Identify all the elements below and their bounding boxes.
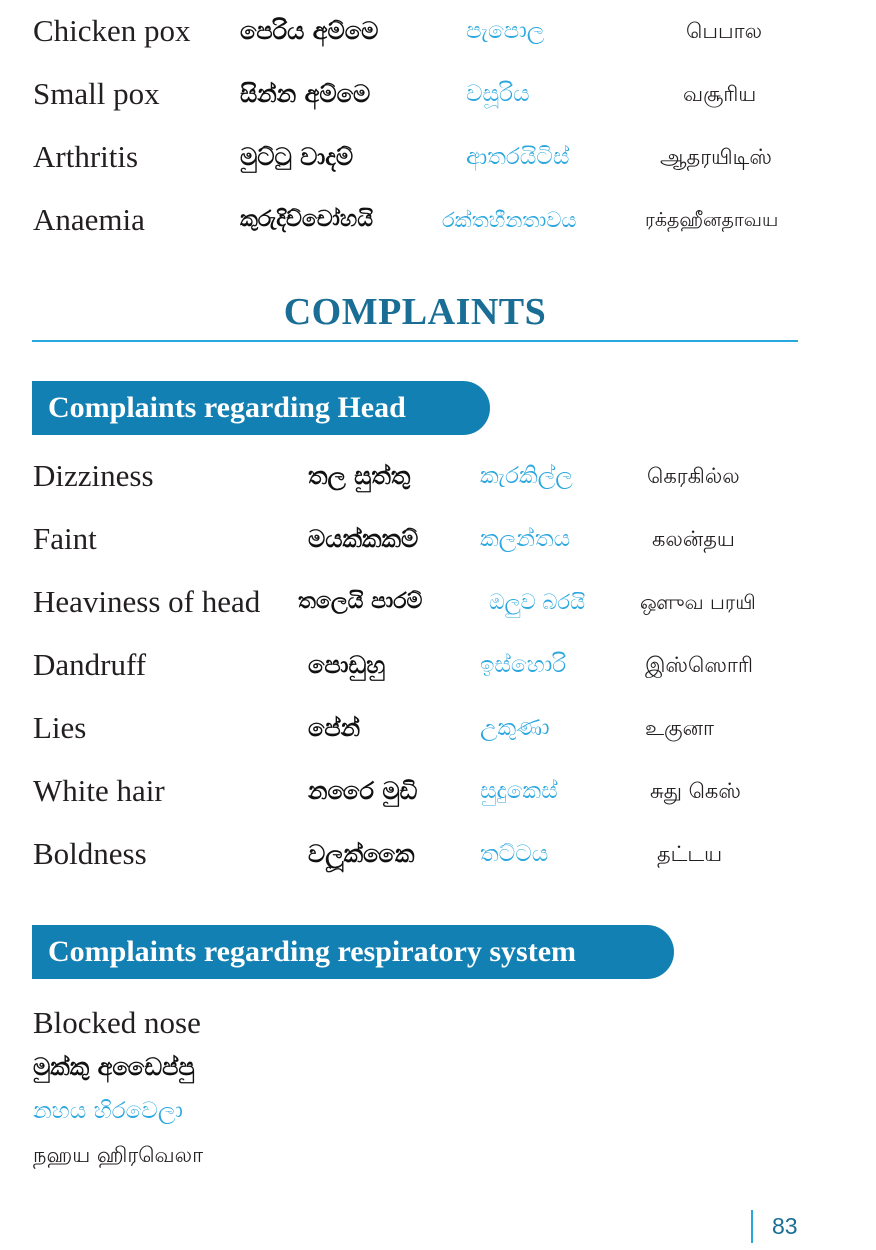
tamil-transliteration: පොඩුහු	[308, 651, 386, 679]
tamil-term: வசூரிய	[683, 82, 757, 106]
complaint-row-white-hair	[0, 769, 876, 813]
section-divider	[32, 340, 798, 342]
sinhala-term: උකුණා	[480, 715, 550, 741]
tamil-transliteration: සින්න අම්මෙ	[240, 80, 371, 108]
section-title: COMPLAINTS	[283, 291, 547, 333]
sinhala-term: ඉස්හොරි	[480, 652, 567, 678]
tamil-transliteration: තල සුත්තු	[308, 462, 411, 490]
sinhala-term: කැරකිල්ල	[480, 463, 573, 489]
sinhala-term: ආතරයිටිස්	[466, 144, 570, 170]
tamil-transliteration: මුට්ටු වාදම්	[240, 143, 354, 171]
head-complaints-banner: Complaints regarding Head	[32, 381, 490, 435]
tamil-term: ஔுவ பரயி	[640, 590, 756, 614]
disease-row-anaemia	[0, 198, 876, 242]
disease-row-arthritis	[0, 135, 876, 179]
english-term: Chicken pox	[33, 13, 191, 48]
english-term: Arthritis	[33, 139, 139, 174]
disease-row-chicken-pox	[0, 9, 876, 53]
tamil-term: கலன்தய	[652, 527, 735, 551]
tamil-term: உகுனா	[645, 716, 714, 740]
sinhala-term: වසූරිය	[466, 81, 530, 107]
complaint-row-boldness	[0, 832, 876, 876]
sinhala-term-blocked-nose: නහය හිරවෙලා	[33, 1098, 183, 1124]
tamil-term-blocked-nose: நஹய ஹிரவெலா	[33, 1143, 204, 1167]
english-term: Lies	[33, 710, 87, 745]
english-term: Dandruff	[33, 647, 147, 682]
complaint-row-heaviness-of-head	[0, 580, 876, 624]
english-term: Dizziness	[33, 458, 154, 493]
sinhala-term: තට්ටය	[480, 841, 549, 867]
disease-row-small-pox	[0, 72, 876, 116]
english-term-blocked-nose: Blocked nose	[33, 1005, 201, 1040]
sinhala-term: පැපොල	[466, 18, 545, 44]
tamil-term: கெரகில்ல	[647, 464, 740, 488]
tamil-transliteration: කුරුදිච්චෝහයි	[240, 207, 374, 232]
english-term: Heaviness of head	[33, 584, 261, 619]
tamil-term: தட்டய	[657, 842, 723, 866]
english-term: Faint	[33, 521, 97, 556]
tamil-transliteration: තලෙයි පාරම්	[298, 589, 423, 614]
tamil-transliteration: නරෛ මුඩි	[308, 777, 418, 805]
english-term: White hair	[33, 773, 165, 808]
page-number-divider	[751, 1210, 753, 1243]
respiratory-complaints-banner: Complaints regarding respiratory system	[32, 925, 674, 979]
complaint-row-dizziness	[0, 454, 876, 498]
page-number: 83	[772, 1213, 798, 1239]
sinhala-term: සුදුකෙස්	[480, 778, 558, 804]
english-term: Anaemia	[33, 202, 145, 237]
complaint-row-faint	[0, 517, 876, 561]
complaint-row-lies	[0, 706, 876, 750]
sinhala-term: ඔලුව බරයි	[489, 590, 586, 614]
sinhala-term: රක්තහීනතාවය	[442, 208, 577, 232]
tamil-term: ஆதரயிடிஸ்	[660, 145, 772, 169]
complaint-row-dandruff	[0, 643, 876, 687]
tamil-term: பெபால	[686, 19, 763, 43]
tamil-transliteration: පේන්	[308, 714, 361, 742]
tamil-transliteration: මයක්කකම්	[308, 525, 419, 553]
tamil-term: ரக்தஹீனதாவய	[645, 209, 779, 231]
sinhala-term: කලන්තය	[480, 526, 571, 552]
tamil-transliteration: පෙරිය අම්මෙ	[240, 17, 379, 45]
english-term: Boldness	[33, 836, 147, 871]
tamil-transliteration: වලූක්කෛ	[308, 840, 415, 868]
tamil-term: சுது கெஸ்	[650, 779, 741, 803]
tamil-term: இஸ்ஸொரி	[645, 653, 753, 677]
english-term: Small pox	[33, 76, 160, 111]
tamil-transliteration-blocked-nose: මුක්කු අඩෛප්පු	[33, 1053, 195, 1081]
